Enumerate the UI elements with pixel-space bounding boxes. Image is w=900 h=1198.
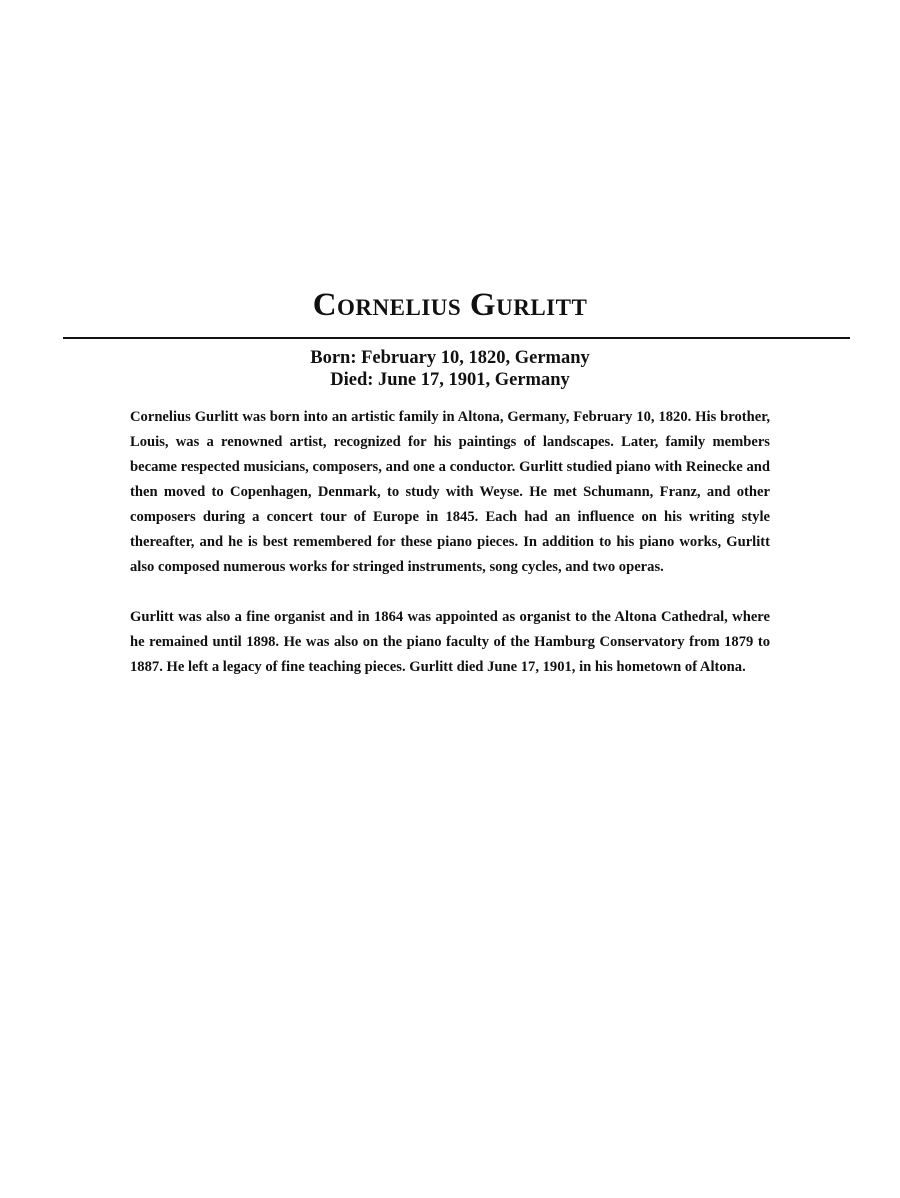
title-divider bbox=[63, 337, 850, 339]
life-dates bbox=[0, 347, 900, 391]
biography-paragraph-1: Cornelius Gurlitt was born into an artistic family in Altona, Germany, February 10, 1820. His brother, Louis, was a renowned artist, recognized for his paintings of landscapes. Later, family members became respected musicians, composers, and one a conductor. Gurlitt studied piano with Reinecke and then moved to Copenhagen, Denmark, to study with Weyse. He met Schumann, Franz, and other composers during a concert tour of Europe in 1845. Each had an influence on his writing style thereafter, and he is best remembered for these piano pieces. In addition to his piano works, Gurlitt also composed numerous works for stringed instruments, song cycles, and two operas. bbox=[130, 409, 770, 575]
page-title: Cornelius Gurlitt bbox=[312, 287, 588, 323]
biography-text bbox=[130, 405, 770, 705]
born-line: Born: February 10, 1820, Germany bbox=[310, 348, 590, 368]
died-line: Died: June 17, 1901, Germany bbox=[330, 370, 570, 390]
biography-paragraph-2: Gurlitt was also a fine organist and in 1864 was appointed as organist to the Altona Cathedral, where he remained until 1898. He was also on the piano faculty of the Hamburg Conservatory from 1879 to 1887. He left a legacy of fine teaching pieces. Gurlitt died June 17, 1901, in his hometown of Altona. bbox=[130, 609, 770, 675]
